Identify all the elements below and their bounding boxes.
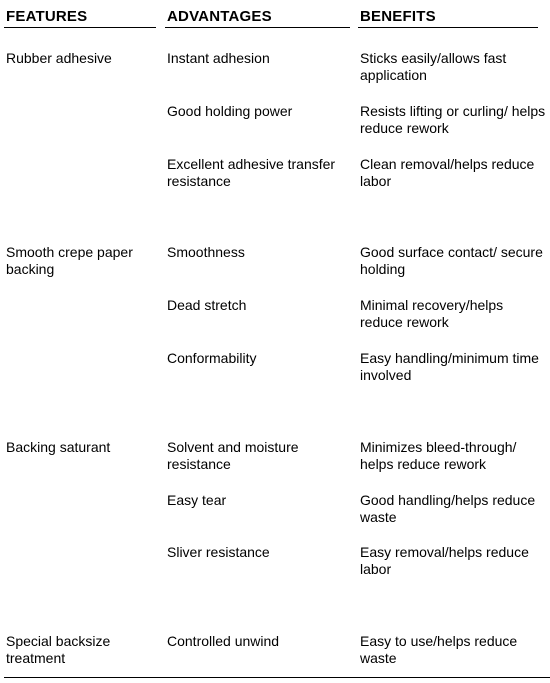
header-rule-features [4, 27, 156, 28]
advantage-cell: Easy tear [167, 492, 227, 508]
benefit-cell: Minimal recovery/helps reduce rework [360, 297, 504, 330]
header-features: FEATURES [6, 8, 88, 25]
feature-cell: Backing saturant [6, 439, 111, 455]
benefit-cell: Good handling/helps reduce waste [360, 492, 536, 525]
feature-cell: Smooth crepe paper backing [6, 244, 133, 277]
advantage-cell: Conformability [167, 350, 257, 366]
benefit-cell: Good surface contact/ secure holding [360, 244, 543, 277]
advantage-cell: Smoothness [167, 244, 245, 260]
benefit-cell: Easy to use/helps reduce waste [360, 633, 518, 666]
advantage-cell: Excellent adhesive transfer resistance [167, 156, 336, 189]
header-rule-benefits [358, 27, 538, 28]
advantage-cell: Instant adhesion [167, 50, 270, 66]
advantage-cell: Good holding power [167, 103, 293, 119]
benefit-cell: Sticks easily/allows fast application [360, 50, 507, 83]
benefit-cell: Clean removal/helps reduce labor [360, 156, 535, 189]
advantage-cell: Sliver resistance [167, 544, 270, 560]
benefit-cell: Resists lifting or curling/ helps reduce rework [360, 103, 546, 136]
bottom-rule [4, 677, 550, 678]
feature-cell: Special backsize treatment [6, 633, 111, 666]
advantage-cell: Controlled unwind [167, 633, 280, 649]
header-benefits: BENEFITS [360, 8, 436, 25]
feature-cell: Rubber adhesive [6, 50, 112, 66]
advantage-cell: Dead stretch [167, 297, 247, 313]
benefit-cell: Easy removal/helps reduce labor [360, 544, 529, 577]
benefit-cell: Easy handling/minimum time involved [360, 350, 539, 383]
header-advantages: ADVANTAGES [167, 8, 272, 25]
advantage-cell: Solvent and moisture resistance [167, 439, 299, 472]
header-rule-advantages [165, 27, 350, 28]
benefit-cell: Minimizes bleed-through/ helps reduce rework [360, 439, 517, 472]
